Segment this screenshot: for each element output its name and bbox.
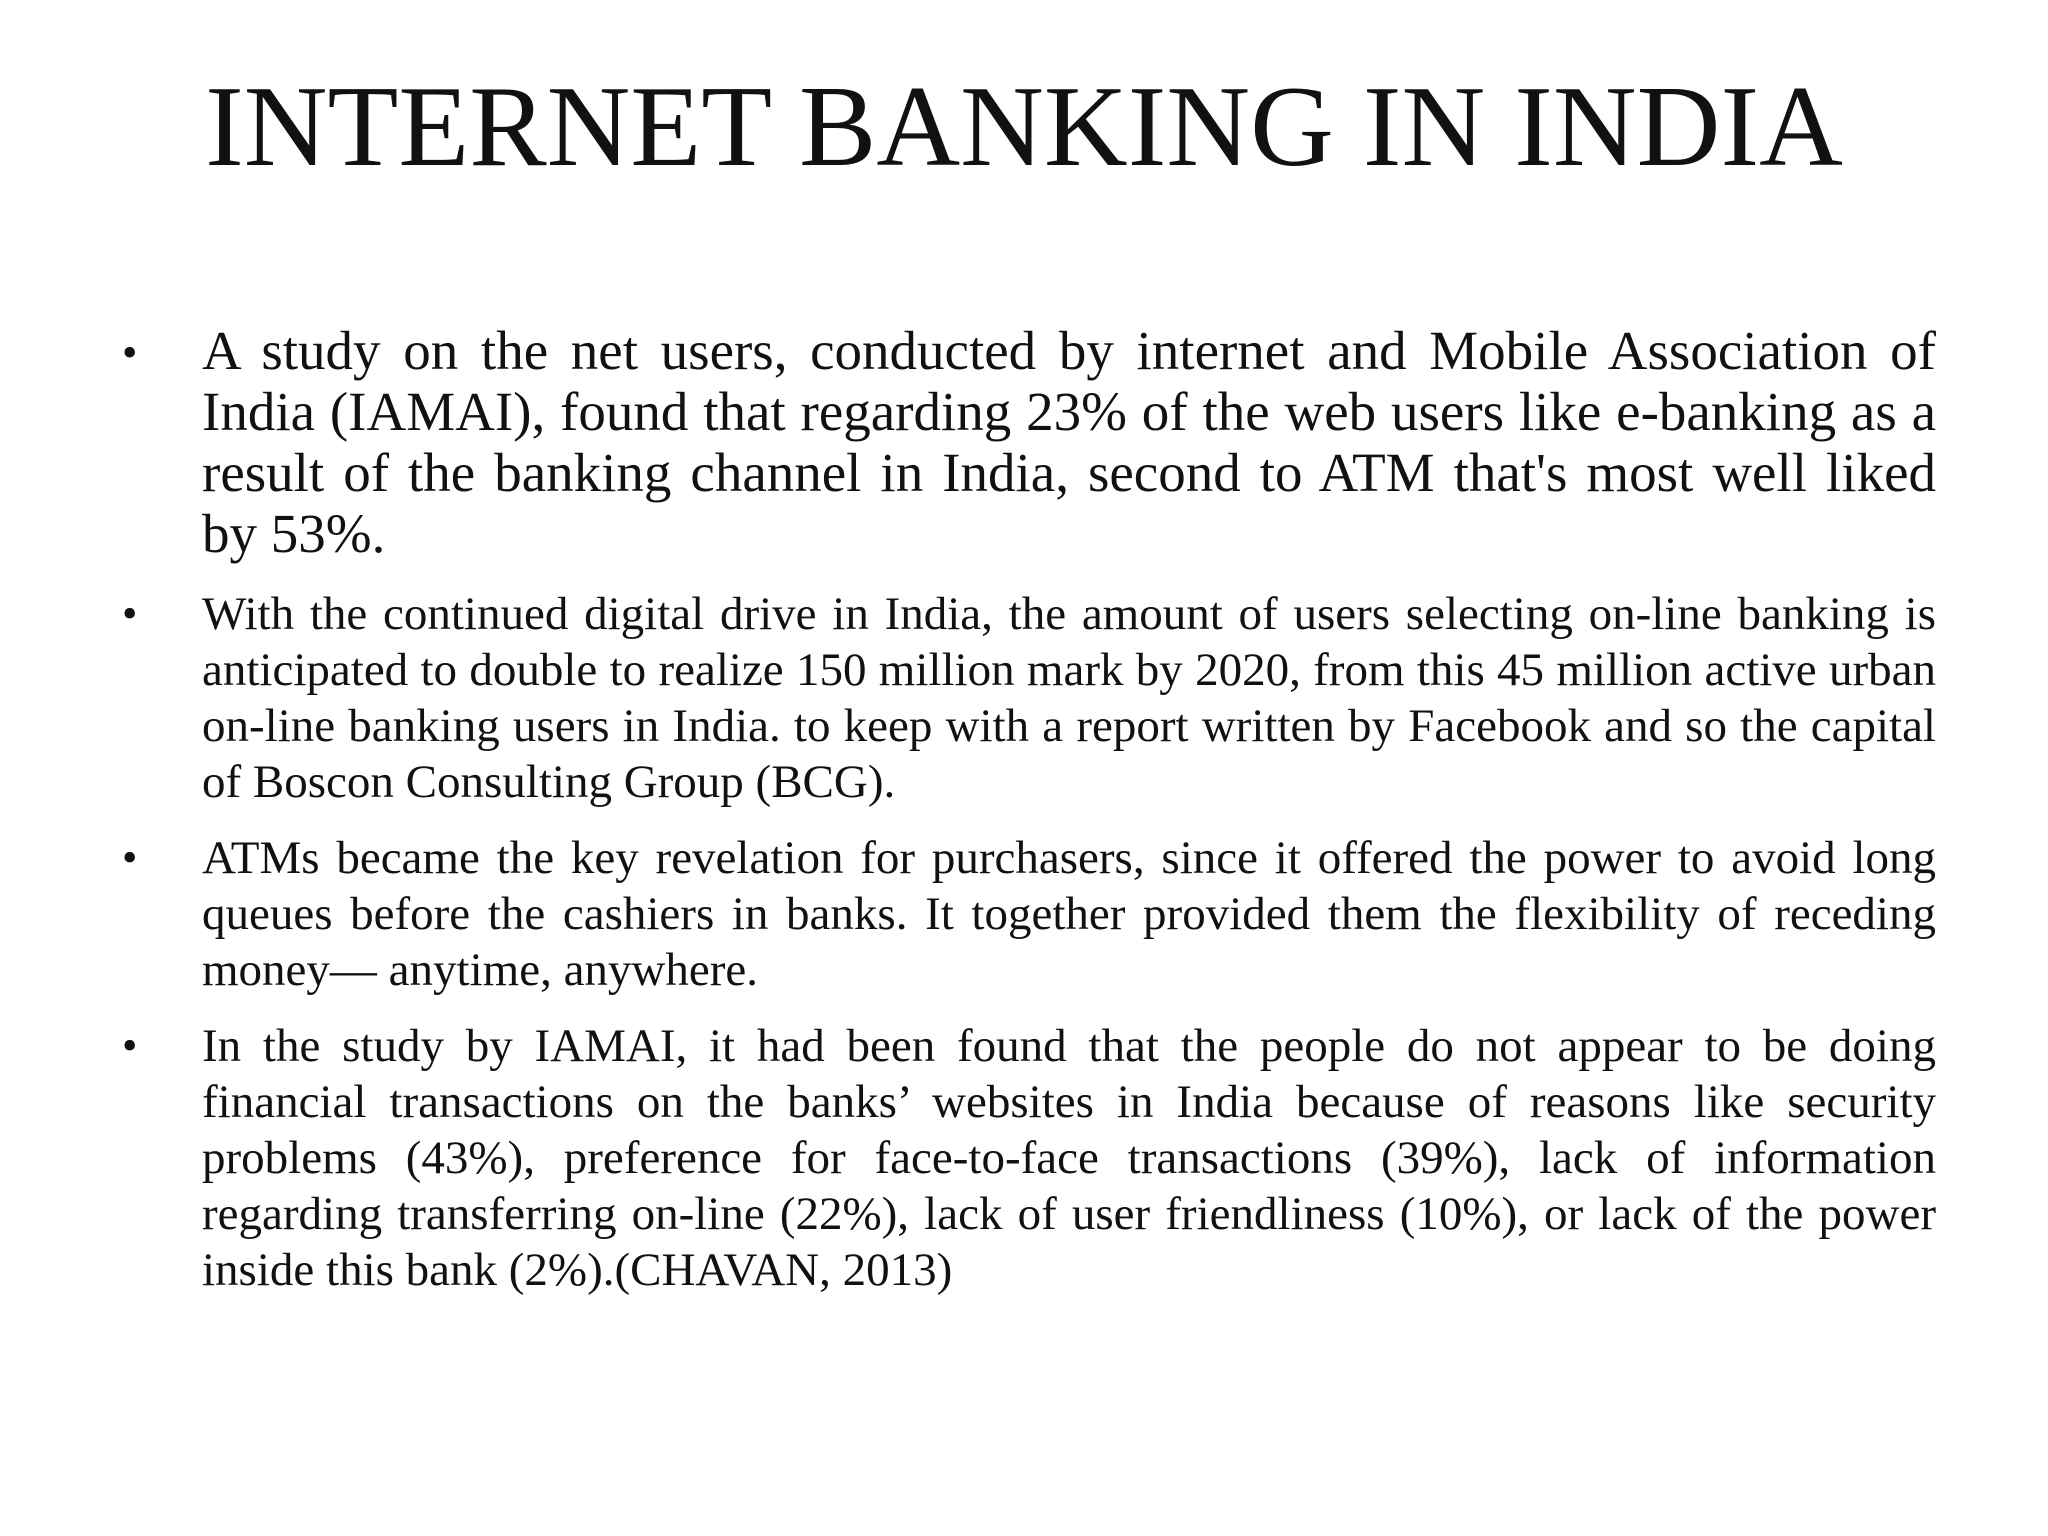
bullet-item xyxy=(118,320,1936,564)
bullet-item xyxy=(118,1018,1936,1298)
bullet-marker: • xyxy=(122,589,138,638)
bullet-text: In the study by IAMAI, it had been found that the people do not appear to be doing financial transactions on the banks’ websites in India because of reasons like security problems (43%), preference for face-to-face transactions (39%), lack of information regarding transferring on-line (22%), lack of user friendliness (10%), or lack of the power inside this bank (2%).(CHAVAN, 2013) xyxy=(202,1020,1936,1296)
bullet-item xyxy=(118,586,1936,810)
slide-title: INTERNET BANKING IN INDIA xyxy=(205,63,1843,191)
bullet-list xyxy=(118,320,1936,1298)
bullet-text: With the continued digital drive in India, the amount of users selecting on-line banking is anticipated to double to realize 150 million mark by 2020, from this 45 million active urban on-line banking users in India. to keep with a report written by Facebook and so the capital of Boscon Consulting Group (BCG). xyxy=(202,588,1936,808)
bullet-text: ATMs became the key revelation for purchasers, since it offered the power to avoid long queues before the cashiers in banks. It together provided them the flexibility of receding money— anytime, anywhere. xyxy=(202,832,1936,996)
bullet-item xyxy=(118,830,1936,998)
bullet-text: A study on the net users, conducted by internet and Mobile Association of India (IAMAI), found that regarding 23% of the web users like e-banking as a result of the banking channel in India, second to ATM that's most well liked by 53%. xyxy=(202,320,1936,564)
bullet-marker: • xyxy=(122,328,138,377)
bullet-marker: • xyxy=(122,833,138,882)
bullet-marker: • xyxy=(122,1021,138,1070)
